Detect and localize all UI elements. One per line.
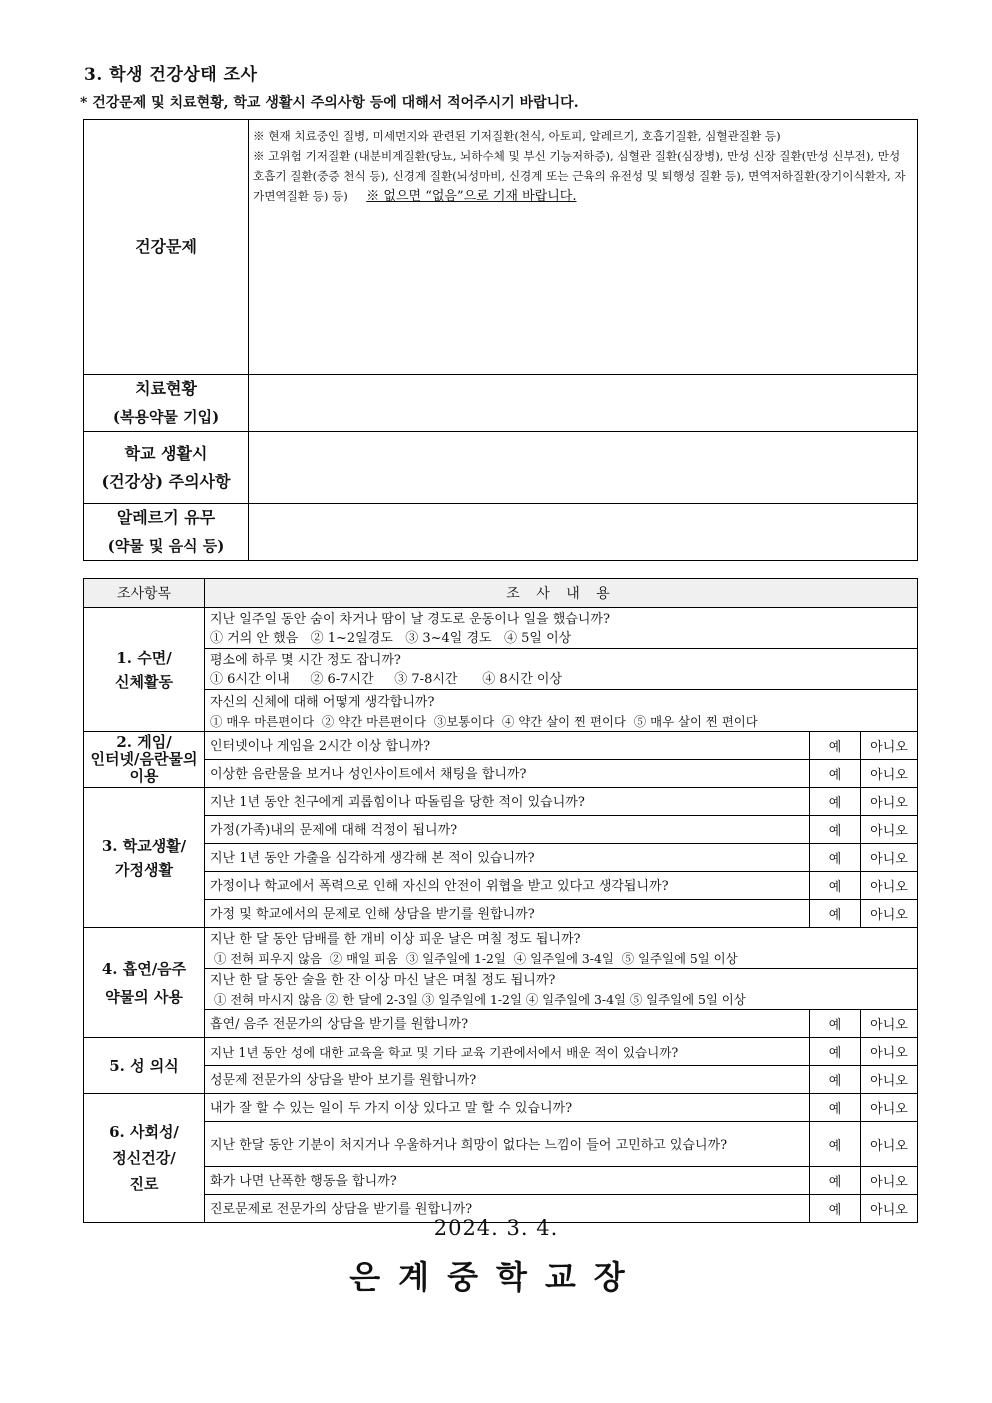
- treatment-label: [84, 375, 249, 432]
- document-date: 2024. 3. 4.: [433, 1216, 559, 1240]
- question-text: 지난 한 달 동안 술을 한 잔 이상 마신 날은 며칠 정도 됩니까?: [210, 973, 556, 988]
- school-caution-label: [84, 432, 249, 504]
- no-option[interactable]: 아니오: [861, 760, 918, 788]
- health-desc-1: ※ 현재 치료중인 질병, 미세먼지와 관련된 기저질환(천식, 아토피, 알레르기, 호흡기질환, 심혈관질환 등): [253, 129, 781, 143]
- question-text: 진로문제로 전문가의 상담을 받기를 원합니까?: [205, 1195, 810, 1223]
- table-row: [84, 760, 918, 788]
- table-row: [84, 1167, 918, 1195]
- yes-option[interactable]: 예: [810, 1167, 861, 1195]
- question-text: 지난 한 달 동안 담배를 한 개비 이상 피운 날은 며칠 정도 됩니까?: [210, 932, 581, 947]
- table-row: [84, 1010, 918, 1038]
- question-cell[interactable]: [205, 928, 918, 969]
- health-problem-label: 건강문제: [84, 120, 249, 375]
- yes-option[interactable]: 예: [810, 788, 861, 816]
- no-option[interactable]: 아니오: [861, 1195, 918, 1223]
- answer-options: ① 전혀 피우지 않음 ② 매일 피움 ③ 일주일에 1-2일 ④ 일주일에 3-4일 ⑤ 일주일에 5일 이상: [210, 951, 738, 966]
- school-principal: 은계중학교장: [349, 1258, 643, 1296]
- category-school-life: 3. 학교생활/ 가정생활: [84, 788, 205, 928]
- health-desc-2: ※ 고위험 기저질환 (내분비계질환(당뇨, 뇌하수체 및 부신 기능저하증), 심혈관 질환(심장병), 만성 신장 질환(만성 신부전), 만성 호흡기 질환(중증 천식 등), 신경계 질환(뇌성마비, 신경계 또는 근육의 유전성 및 퇴행성 질환 등), 면역저하질환(장기이식환자, 자가면역질환 등) 등): [253, 149, 906, 203]
- no-option[interactable]: 아니오: [861, 1038, 918, 1066]
- no-option[interactable]: 아니오: [861, 732, 918, 760]
- treatment-label-sub: (복용약물 기입): [112, 408, 220, 426]
- yes-option[interactable]: 예: [810, 900, 861, 928]
- table-row: [84, 375, 918, 432]
- category-sleep: 1. 수면/ 신체활동: [84, 608, 205, 732]
- table-row: [84, 1066, 918, 1094]
- no-option[interactable]: 아니오: [861, 872, 918, 900]
- table-row: [84, 432, 918, 504]
- health-status-table: [83, 119, 918, 561]
- table-row: [84, 504, 918, 561]
- question-cell[interactable]: [205, 649, 918, 690]
- allergy-label: [84, 504, 249, 561]
- question-text: 자신의 신체에 대해 어떻게 생각합니까?: [210, 694, 435, 710]
- no-option[interactable]: 아니오: [861, 816, 918, 844]
- health-desc-3: ※ 없으면 “없음”으로 기재 바랍니다.: [366, 189, 577, 204]
- question-text: 지난 한달 동안 기분이 처지거나 우울하거나 희망이 없다는 느낌이 들어 고민하고 있습니까?: [205, 1122, 810, 1167]
- question-text: 이상한 음란물을 보거나 성인사이트에서 채팅을 합니까?: [205, 760, 810, 788]
- table-row: [84, 732, 918, 760]
- allergy-label-sub: (약물 및 음식 등): [107, 537, 225, 555]
- question-text: 가정이나 학교에서 폭력으로 인해 자신의 안전이 위협을 받고 있다고 생각됩니까?: [205, 872, 810, 900]
- no-option[interactable]: 아니오: [861, 788, 918, 816]
- answer-options: ① 매우 마른편이다 ② 약간 마른편이다 ③보통이다 ④ 약간 살이 찐 편이다 ⑤ 매우 살이 찐 편이다: [210, 713, 758, 729]
- no-option[interactable]: 아니오: [861, 1010, 918, 1038]
- table-row: [84, 120, 918, 375]
- section-title: 3. 학생 건강상태 조사: [84, 65, 258, 85]
- yes-option[interactable]: 예: [810, 844, 861, 872]
- survey-table: [83, 578, 918, 1223]
- question-text: 화가 나면 난폭한 행동을 합니까?: [205, 1167, 810, 1195]
- answer-options: ① 6시간 이내 ② 6-7시간 ③ 7-8시간 ④ 8시간 이상: [210, 672, 563, 687]
- question-text: 지난 1년 동안 가출을 심각하게 생각해 본 적이 있습니까?: [205, 844, 810, 872]
- table-row: [84, 928, 918, 969]
- yes-option[interactable]: 예: [810, 816, 861, 844]
- yes-option[interactable]: 예: [810, 1094, 861, 1122]
- question-text: 내가 잘 할 수 있는 일이 두 가지 이상 있다고 말 할 수 있습니까?: [205, 1094, 810, 1122]
- no-option[interactable]: 아니오: [861, 844, 918, 872]
- question-text: 평소에 하루 몇 시간 정도 잡니까?: [210, 653, 401, 668]
- head-item: 조사항목: [84, 579, 205, 608]
- allergy-cell[interactable]: [249, 504, 918, 561]
- table-row: [84, 608, 918, 649]
- table-row: [84, 969, 918, 1010]
- yes-option[interactable]: 예: [810, 1010, 861, 1038]
- head-content: 조 사 내 용: [205, 579, 918, 608]
- table-row: [84, 690, 918, 732]
- yes-option[interactable]: 예: [810, 732, 861, 760]
- table-row: [84, 649, 918, 690]
- no-option[interactable]: 아니오: [861, 1122, 918, 1167]
- category-internet: 2. 게임/ 인터넷/음란물의 이용: [84, 732, 205, 788]
- yes-option[interactable]: 예: [810, 1195, 861, 1223]
- question-cell[interactable]: [205, 690, 918, 732]
- table-row: [84, 872, 918, 900]
- no-option[interactable]: 아니오: [861, 1066, 918, 1094]
- school-caution-label-main: 학교 생활시: [124, 443, 208, 463]
- table-row: [84, 1038, 918, 1066]
- school-caution-label-sub: (건강상) 주의사항: [101, 471, 231, 491]
- section-note: * 건강문제 및 치료현황, 학교 생활시 주의사항 등에 대해서 적어주시기 바랍니다.: [80, 95, 579, 111]
- yes-option[interactable]: 예: [810, 1038, 861, 1066]
- question-text: 지난 1년 동안 친구에게 괴롭힘이나 따돌림을 당한 적이 있습니까?: [205, 788, 810, 816]
- question-text: 가정(가족)내의 문제에 대해 걱정이 됩니까?: [205, 816, 810, 844]
- treatment-label-main: 치료현황: [135, 379, 197, 398]
- table-row: [84, 844, 918, 872]
- health-problem-cell[interactable]: [249, 120, 918, 375]
- yes-option[interactable]: 예: [810, 760, 861, 788]
- treatment-cell[interactable]: [249, 375, 918, 432]
- yes-option[interactable]: 예: [810, 1122, 861, 1167]
- allergy-label-main: 알레르기 유무: [116, 508, 216, 527]
- question-text: 가정 및 학교에서의 문제로 인해 상담을 받기를 원합니까?: [205, 900, 810, 928]
- no-option[interactable]: 아니오: [861, 900, 918, 928]
- question-text: 지난 1년 동안 성에 대한 교육을 학교 및 기타 교육 기관에서에서 배운 적이 있습니까?: [205, 1038, 810, 1066]
- school-caution-cell[interactable]: [249, 432, 918, 504]
- question-cell[interactable]: [205, 608, 918, 649]
- category-smoking: 4. 흡연/음주 약물의 사용: [84, 928, 205, 1038]
- table-row: [84, 1094, 918, 1122]
- no-option[interactable]: 아니오: [861, 1094, 918, 1122]
- table-row: [84, 788, 918, 816]
- table-row: [84, 900, 918, 928]
- answer-options: ① 거의 안 했음 ② 1~2일경도 ③ 3~4일 경도 ④ 5일 이상: [210, 631, 572, 646]
- answer-options: ① 전혀 마시지 않음 ② 한 달에 2-3일 ③ 일주일에 1-2일 ④ 일주일에 3-4일 ⑤ 일주일에 5일 이상: [210, 992, 746, 1007]
- question-text: 흡연/ 음주 전문가의 상담을 받기를 원합니까?: [205, 1010, 810, 1038]
- category-mental-health: 6. 사회성/ 정신건강/ 진로: [84, 1094, 205, 1223]
- yes-option[interactable]: 예: [810, 1066, 861, 1094]
- question-cell[interactable]: [205, 969, 918, 1010]
- table-row: [84, 1122, 918, 1167]
- table-row: [84, 579, 918, 608]
- question-text: 지난 일주일 동안 숨이 차거나 땀이 날 경도로 운동이나 일을 했습니까?: [210, 612, 610, 627]
- category-sex-education: 5. 성 의식: [84, 1038, 205, 1094]
- yes-option[interactable]: 예: [810, 872, 861, 900]
- no-option[interactable]: 아니오: [861, 1167, 918, 1195]
- table-row: [84, 816, 918, 844]
- question-text: 인터넷이나 게임을 2시간 이상 합니까?: [205, 732, 810, 760]
- question-text: 성문제 전문가의 상담을 받아 보기를 원합니까?: [205, 1066, 810, 1094]
